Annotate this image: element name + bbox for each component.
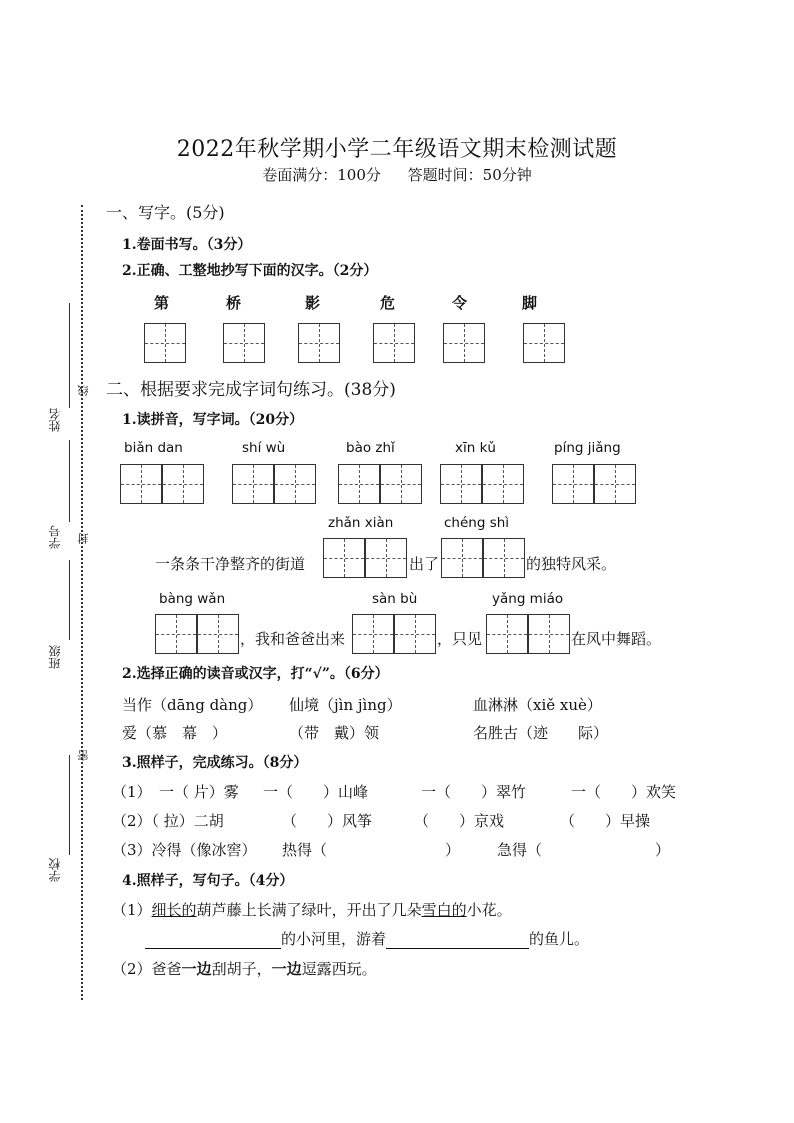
writing-grid-box[interactable] [523, 323, 565, 363]
id-field-line [69, 440, 70, 522]
choice-item[interactable]: 名胜古（迹 际） [473, 724, 609, 742]
writing-grid-box[interactable] [352, 614, 394, 654]
sentence-text: ，我和爸爸出来 [240, 630, 346, 648]
name-label: 姓名 [48, 408, 62, 432]
example-sentence [112, 958, 377, 979]
sentence-text: 刮胡子， [211, 960, 272, 978]
sentence-text: 的小河里，游着 [281, 930, 387, 948]
fill-item[interactable]: 急得（ [497, 841, 543, 859]
binding-dotted-line [81, 205, 83, 1000]
choice-item[interactable]: 爱（慕 幕 ） [122, 724, 228, 742]
writing-grid-box[interactable] [441, 538, 483, 578]
pinyin: zhǎn xiàn [328, 515, 394, 531]
section1-heading: 一、写字。(5分) [106, 203, 225, 222]
writing-grid-box[interactable] [552, 464, 594, 504]
pinyin: bàng wǎn [159, 591, 226, 607]
fill-item[interactable]: 一（ ）欢笑 [571, 783, 677, 801]
fill-item: （1） 一（ 片）雾 [112, 783, 239, 801]
pinyin: píng jiǎng [554, 440, 621, 456]
writing-grid-box[interactable] [483, 538, 525, 578]
writing-grid-box[interactable] [338, 464, 380, 504]
section2-heading: 二、根据要求完成字词句练习。(38分) [106, 380, 396, 400]
writing-grid-box[interactable] [155, 614, 197, 654]
pinyin: chéng shì [444, 515, 510, 531]
choice-item[interactable]: 当作（dāng dàng） [122, 696, 263, 714]
pinyin: yǎng miáo [492, 591, 564, 607]
writing-grid-box[interactable] [144, 323, 186, 363]
sentence-text: 葫芦藤上长满了绿叶，开出了几朵 [196, 901, 422, 919]
s2-q2: 2.选择正确的读音或汉字，打“√”。（6分） [122, 666, 389, 682]
copy-char: 令 [452, 294, 468, 312]
pinyin: shí wù [242, 440, 286, 456]
class-label: 班级 [48, 645, 62, 669]
writing-grid-box[interactable] [443, 323, 485, 363]
answer-blank[interactable] [386, 932, 529, 949]
writing-grid-box[interactable] [298, 323, 340, 363]
sentence-text: 一条条干净整齐的街道 [155, 555, 306, 573]
copy-char: 桥 [226, 294, 242, 312]
full-score: 卷面满分：100分 [262, 166, 381, 184]
pinyin: xīn kǔ [455, 440, 496, 456]
answer-time: 答题时间：50分钟 [407, 166, 532, 184]
sentence-text: 在风中舞蹈。 [571, 630, 662, 648]
seal-mark: 封 [77, 533, 90, 544]
bold-word: 一边 [181, 960, 212, 978]
writing-grid-box[interactable] [162, 464, 204, 504]
s2-q3: 3.照样子，完成练习。（8分） [122, 755, 308, 771]
writing-grid-box[interactable] [440, 464, 482, 504]
writing-grid-box[interactable] [528, 614, 570, 654]
underlined-word: 雪白的 [421, 901, 467, 919]
writing-grid-box[interactable] [394, 614, 436, 654]
writing-grid-box[interactable] [365, 538, 407, 578]
choice-item[interactable]: （带 戴）领 [289, 724, 380, 742]
line-mark: 线 [77, 385, 90, 396]
answer-blank[interactable] [145, 932, 281, 949]
fill-item[interactable]: 一（ ）翠竹 [421, 783, 527, 801]
page-subtitle [0, 164, 794, 185]
sentence-text: 的鱼儿。 [529, 930, 590, 948]
name-field-line [69, 303, 70, 408]
sentence-text: 逗露西玩。 [301, 960, 377, 978]
sentence-text: 的独特风采。 [526, 555, 617, 573]
pinyin: bào zhǐ [346, 440, 395, 456]
item-number: （1） [112, 901, 152, 919]
writing-grid-box[interactable] [232, 464, 274, 504]
fill-item[interactable]: （ ）京戏 [414, 812, 505, 830]
sentence-text: ，只见 [437, 630, 483, 648]
copy-char: 第 [154, 294, 170, 312]
s2-q1: 1.读拼音，写字词。（20分） [122, 412, 304, 428]
writing-grid-box[interactable] [380, 464, 422, 504]
writing-grid-box[interactable] [223, 323, 265, 363]
school-field-line [69, 755, 70, 855]
copy-char: 危 [380, 294, 396, 312]
writing-grid-box[interactable] [274, 464, 316, 504]
fill-item: （3）冷得（像冰窖） [112, 841, 257, 859]
bold-word: 一边 [271, 960, 302, 978]
writing-grid-box[interactable] [323, 538, 365, 578]
copy-char: 影 [305, 294, 321, 312]
writing-grid-box[interactable] [120, 464, 162, 504]
class-field-line [69, 560, 70, 640]
pinyin: sàn bù [372, 591, 418, 607]
writing-grid-box[interactable] [373, 323, 415, 363]
sentence-text: （2）爸爸 [112, 960, 182, 978]
fill-item-close: ） [445, 841, 461, 859]
writing-grid-box[interactable] [486, 614, 528, 654]
writing-grid-box[interactable] [594, 464, 636, 504]
school-label: 学校 [48, 858, 62, 882]
fill-item[interactable]: （ ）早操 [560, 812, 651, 830]
choice-item[interactable]: 仙境（jìn jìng） [289, 696, 402, 714]
fill-item[interactable]: 一（ ）山峰 [263, 783, 369, 801]
s2-q4: 4.照样子，写句子。（4分） [122, 873, 294, 889]
id-label: 学号 [48, 525, 62, 549]
underlined-word: 细长的 [151, 901, 197, 919]
fill-item-close: ） [655, 841, 671, 859]
choice-item[interactable]: 血淋淋（xiě xuè） [473, 696, 602, 714]
fill-item: （2）（ 拉）二胡 [112, 812, 224, 830]
writing-grid-box[interactable] [482, 464, 524, 504]
fill-item[interactable]: 热得（ [282, 841, 328, 859]
s1-q1: 1.卷面书写。（3分） [122, 237, 252, 253]
sentence-text: 小花。 [466, 901, 512, 919]
copy-char: 脚 [522, 294, 538, 312]
fill-item[interactable]: （ ）风筝 [282, 812, 373, 830]
sentence-text: 出了 [409, 555, 440, 573]
writing-grid-box[interactable] [197, 614, 239, 654]
page-title: 2022年秋学期小学二年级语文期末检测试题 [176, 137, 618, 162]
s1-q2: 2.正确、工整地抄写下面的汉字。（2分） [122, 263, 378, 279]
practice-sentence [145, 928, 589, 949]
pinyin: biǎn dan [124, 440, 183, 456]
sealed-mark: 密 [77, 750, 90, 761]
example-sentence [112, 899, 512, 920]
